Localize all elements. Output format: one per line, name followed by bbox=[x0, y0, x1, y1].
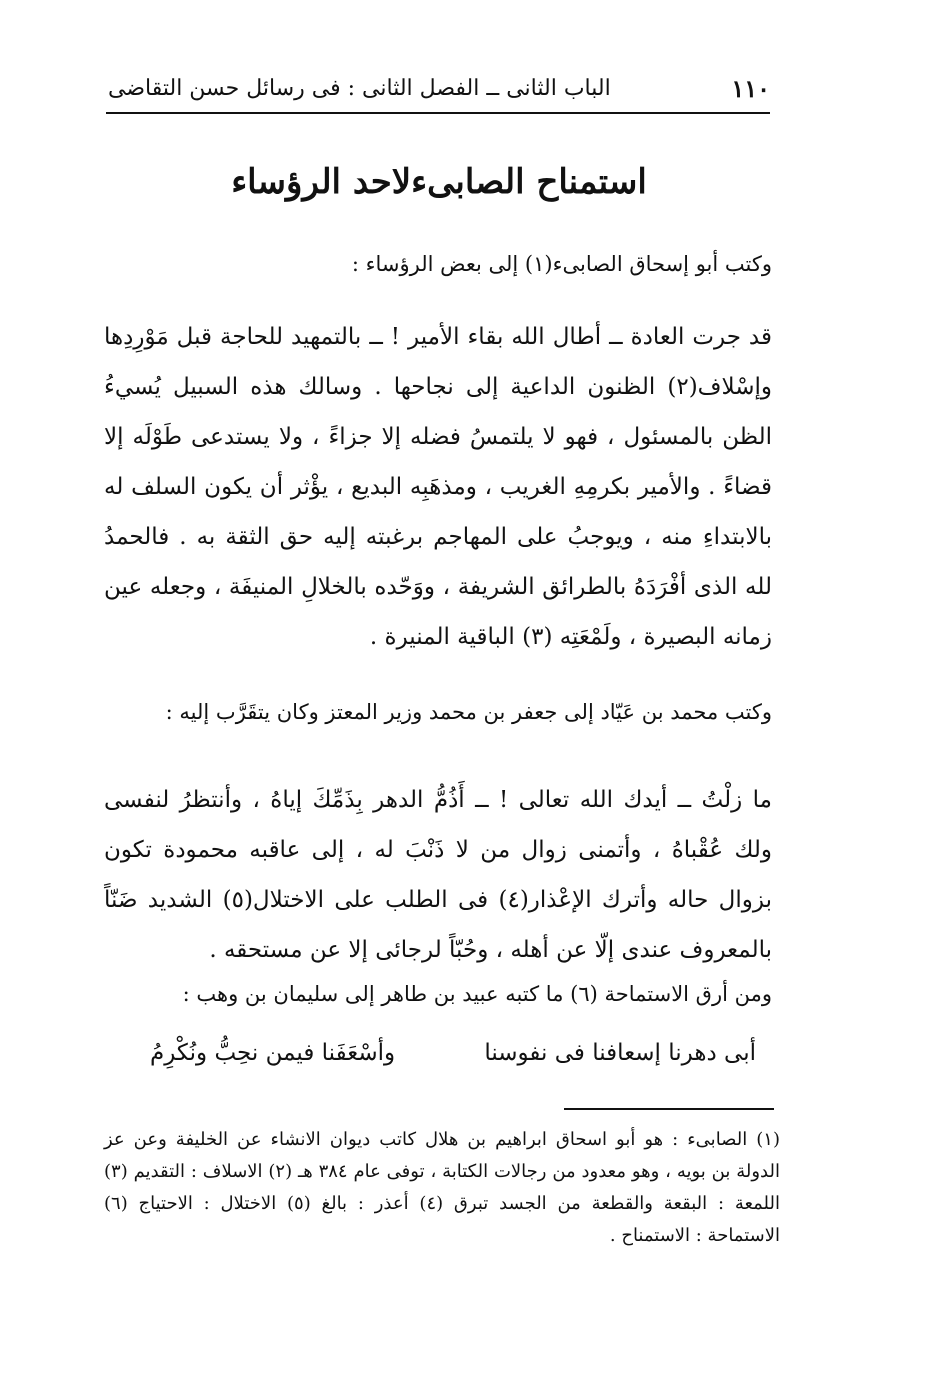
letter-paragraph-2: ما زلْتُ ــ أيدك الله تعالى ! ــ أَذُمُّ الدهر بِذَمِّكَ إياهُ ، وأنتظرُ لنفسى ولك عُقْباهُ ، وأتمنى زوال من لا ذَنْبَ له ، إلى عاقبه محمودة تكون بزوال حاله وأترك الإعْذار(٤) فى الطلب على الاختلال(٥) الشديد ضَنّاً بالمعروف عندى إلّا عن أهله ، وحُبّاً لرجائى إلا عن مستحقه . bbox=[104, 787, 772, 963]
section-title: استمناح الصابىءلاحد الرؤساء bbox=[231, 162, 647, 202]
intro-line-1: وكتب أبو إسحاق الصابىء(١) إلى بعض الرؤساء : bbox=[351, 252, 772, 276]
intro-line-2: وكتب محمد بن عَيّاد إلى جعفر بن محمد وزير المعتز وكان يتقَرَّب إليه : bbox=[165, 700, 772, 724]
poem-verse bbox=[150, 1040, 756, 1066]
header-rule bbox=[106, 112, 770, 114]
running-head bbox=[108, 68, 770, 108]
page-number: ١١٠ bbox=[731, 73, 770, 103]
verse-first-hemistich: أبى دهرنا إسعافنا فى نفوسنا bbox=[484, 1040, 756, 1066]
chapter-title: الباب الثانى ــ الفصل الثانى : فى رسائل حسن التقاضى bbox=[108, 75, 611, 101]
intro-line-3: ومن أرق الاستماحة (٦) ما كتبه عبيد بن طاهر إلى سليمان بن وهب : bbox=[182, 982, 772, 1006]
letter-paragraph-1: قد جرت العادة ــ أطال الله بقاء الأمير ! ــ بالتمهيد للحاجة قبل مَوْرِدِها وإسْلاف(٢) الظنون الداعية إلى نجاحها . وسالك هذه السبيل يُسيءُ الظن بالمسئول ، فهو لا يلتمسُ فضله إلا جزاءً ، ولا يستدعى طَوْلَه إلا قضاءً . والأمير بكرمِهِ الغريب ، ومذهَبِه البديع ، يؤْثر أن يكون السلف له بالابتداءِ منه ، ويوجبُ على المهاجم برغبته إليه حق الثقة به . فالحمدُ لله الذى أفْرَدَهُ بالطرائق الشريفة ، ووَحّده بالخلالِ المنيفَة ، وجعله عين زمانه البصيرة ، ولَمْعَتِه (٣) الباقية المنيرة . bbox=[104, 324, 772, 650]
verse-second-hemistich: وأسْعَفَنا فيمن نحِبُّ ونُكْرِمُ bbox=[150, 1040, 396, 1066]
footnotes: (١) الصابىء : هو أبو اسحاق ابراهيم بن هلال كاتب ديوان الانشاء عن الخليفة وعن عز الدولة بن بويه ، وهو معدود من رجالات الكتابة ، توفى عام ٣٨٤ هـ (٢) الاسلاف : التقديم (٣) اللمعة : البقعة والقطعة من الجسد تبرق (٤) أعذر : بالغ (٥) الاختلال : الاحتياج (٦) الاستماحة : الاستمناح . bbox=[104, 1129, 781, 1246]
footnote-rule bbox=[564, 1108, 774, 1110]
